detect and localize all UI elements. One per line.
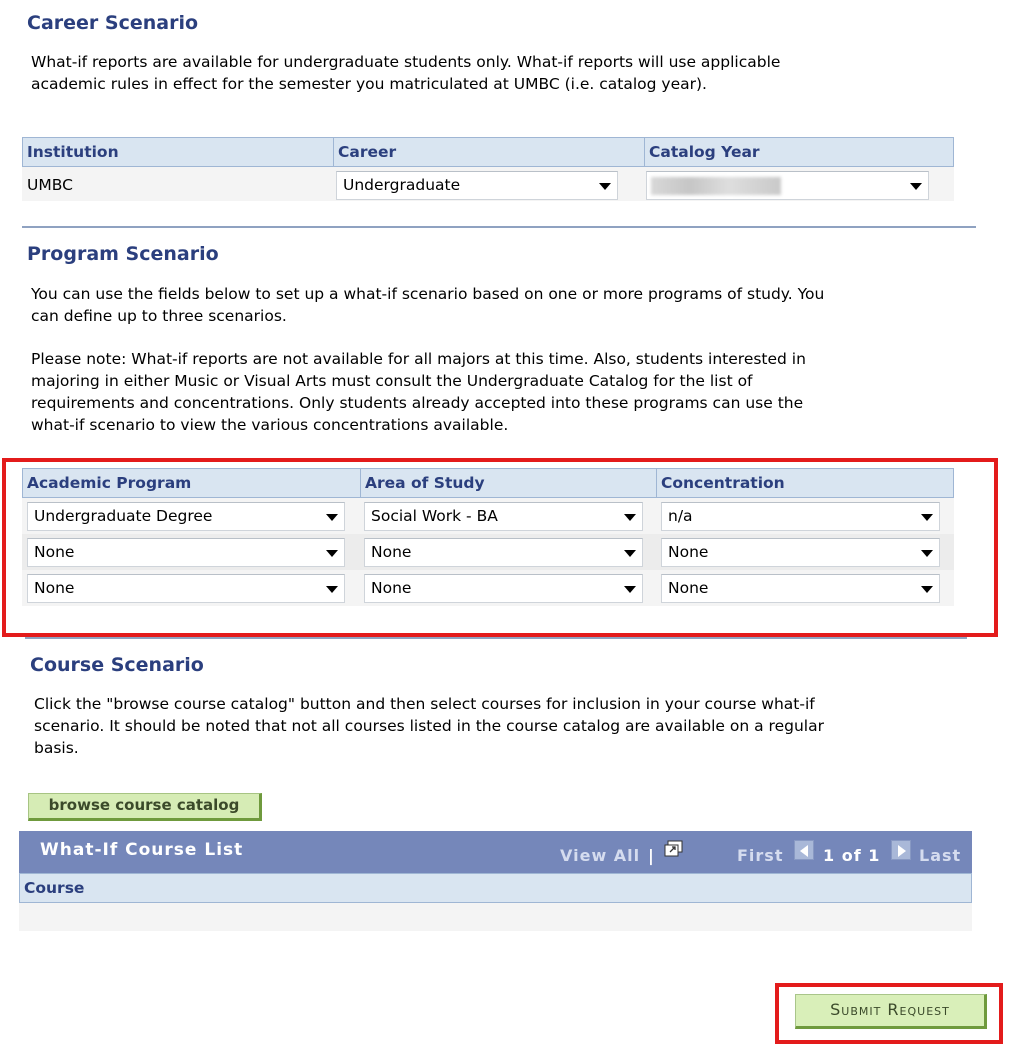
concentration-value-1: n/a (668, 507, 693, 525)
browse-course-catalog-button[interactable]: browse course catalog (28, 793, 262, 821)
page-range: 1 of 1 (823, 846, 881, 865)
last-page-link[interactable]: Last (919, 846, 962, 865)
first-page-link[interactable]: First (737, 846, 784, 865)
course-scenario-title: Course Scenario (30, 654, 204, 676)
program-scenario-note: Please note: What-if reports are not available for all majors at this time. Also, students interested in majoring in either Music or Visual Arts must consult the Undergraduate Catalog for the list of requirements and concentrations. Only students already accepted into these programs can use the what-if scenario to view the various concentrations available. (31, 350, 806, 434)
chevron-down-icon (599, 183, 611, 190)
program-scenario-description: You can use the fields below to set up a what-if scenario based on one or more programs of study. You can define up to three scenarios. (31, 285, 825, 325)
column-concentration: Concentration (661, 474, 785, 492)
career-scenario-title: Career Scenario (27, 12, 199, 34)
institution-value: UMBC (27, 176, 73, 194)
submit-request-button[interactable]: Submit Request (795, 994, 987, 1029)
career-scenario-description: What-if reports are available for undergraduate students only. What-if reports will use applicable academic rules in effect for the semester you matriculated at UMBC (i.e. catalog year). (31, 53, 781, 93)
column-course: Course (24, 879, 85, 897)
column-career: Career (334, 138, 645, 166)
course-scenario-description: Click the "browse course catalog" button and then select courses for inclusion in your course what-if scenario. It should be noted that not all courses listed in the course catalog are available on a regular basis. (34, 695, 824, 757)
academic-program-value-1: Undergraduate Degree (34, 507, 213, 525)
area-of-study-value-2: None (371, 543, 412, 561)
course-column-header (19, 873, 972, 903)
concentration-value-3: None (668, 579, 709, 597)
column-academic-program: Academic Program (23, 469, 361, 497)
academic-program-value-2: None (34, 543, 75, 561)
course-list-title: What-If Course List (40, 840, 244, 860)
catalog-year-select[interactable] (646, 171, 929, 200)
area-of-study-value-3: None (371, 579, 412, 597)
career-select[interactable] (336, 171, 618, 200)
career-select-value: Undergraduate (343, 176, 461, 194)
academic-program-value-3: None (34, 579, 75, 597)
column-catalog-year: Catalog Year (649, 143, 760, 161)
previous-page-button[interactable] (794, 840, 814, 860)
program-scenario-title: Program Scenario (27, 243, 219, 265)
section-divider (22, 226, 976, 228)
area-of-study-value-1: Social Work - BA (371, 507, 498, 525)
submit-highlight-box (775, 983, 1003, 1044)
section-divider (25, 637, 967, 639)
new-window-icon[interactable] (664, 840, 684, 858)
program-highlight-box (2, 458, 998, 637)
view-all-link[interactable]: View All (560, 846, 641, 865)
course-list-empty-row (19, 903, 972, 931)
arrow-left-icon (800, 845, 808, 857)
column-institution: Institution (23, 138, 334, 166)
nav-separator: | (648, 846, 655, 865)
next-page-button[interactable] (891, 840, 911, 860)
arrow-right-icon (898, 845, 906, 857)
chevron-down-icon (910, 183, 922, 190)
catalog-year-blurred (651, 177, 781, 195)
career-grid-header (22, 137, 954, 167)
column-area-of-study: Area of Study (361, 469, 657, 497)
concentration-value-2: None (668, 543, 709, 561)
